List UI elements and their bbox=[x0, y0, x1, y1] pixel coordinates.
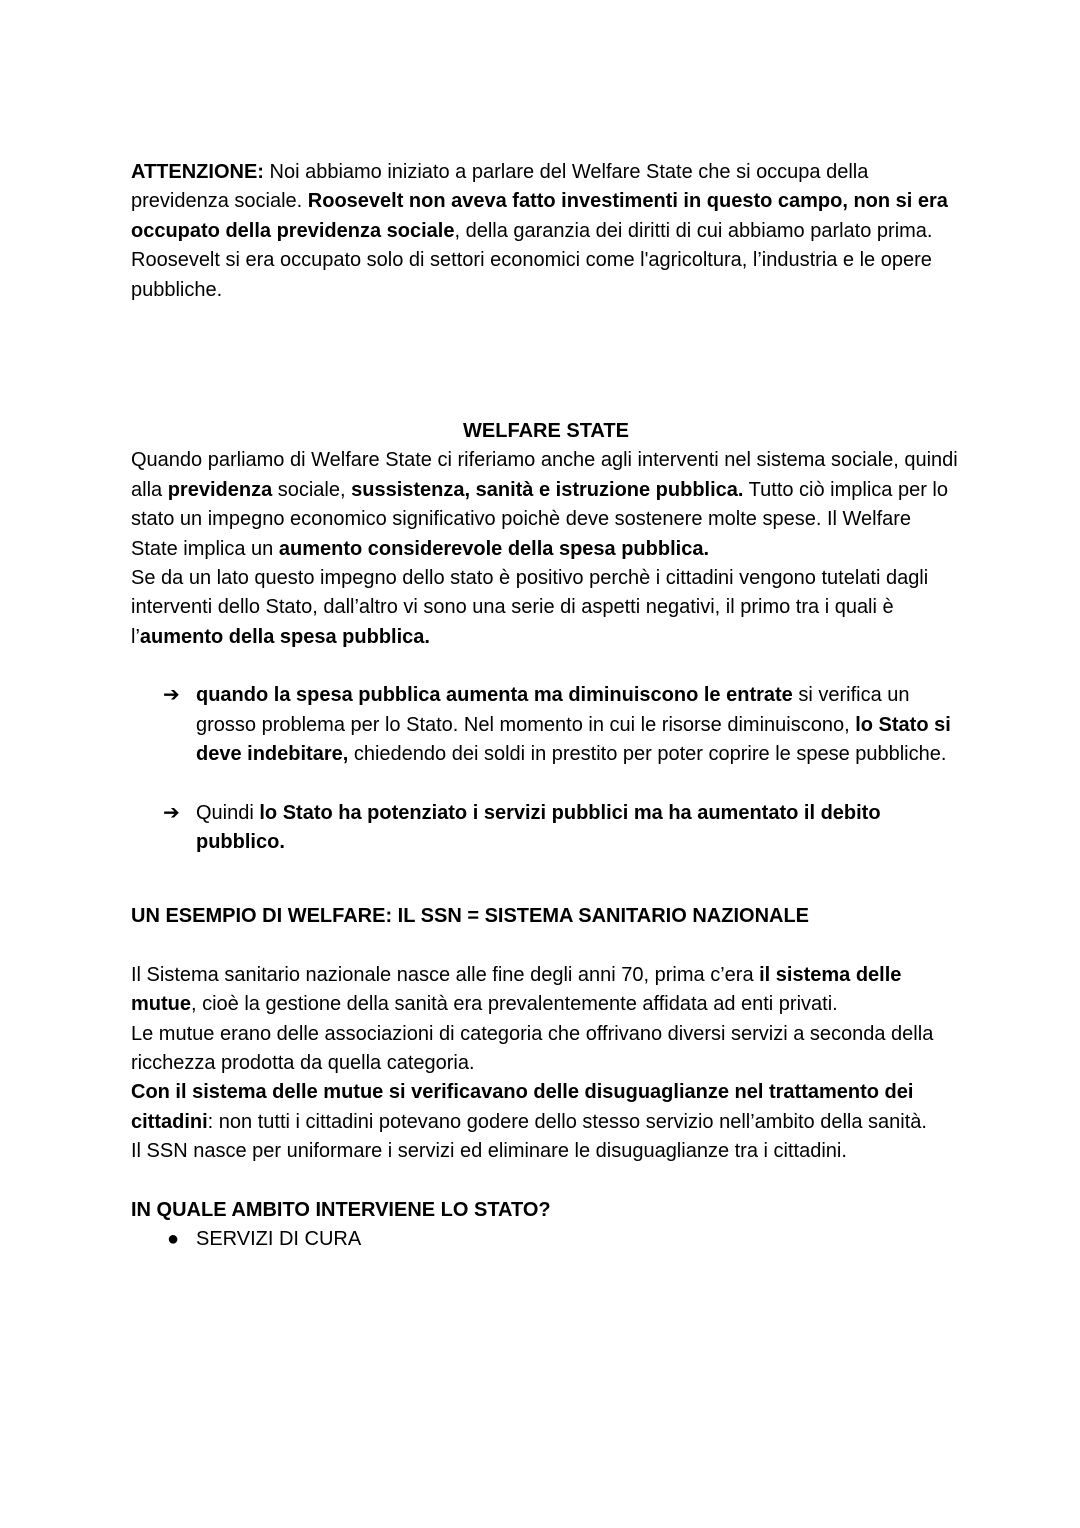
attention-text-1: Noi abbiamo iniziato a parlare del Welfare State che si occupa della previdenza sociale. bbox=[131, 161, 869, 213]
bullet-list bbox=[131, 1225, 961, 1254]
attention-bold-1: Roosevelt non aveva fatto investimenti in questo campo, non si era occupato della previdenza sociale bbox=[131, 190, 948, 242]
ssn-paragraph-2: Le mutue erano delle associazioni di categoria che offrivano diversi servizi a seconda della ricchezza prodotta da quella categoria. bbox=[131, 1022, 934, 1074]
list-item: ➔ quando la spesa pubblica aumenta ma diminuiscono le entrate si verifica un grosso problema per lo Stato. Nel momento in cui le risorse diminuiscono, lo Stato si deve indebitare, chiedendo dei soldi in prestito per poter coprire le spese pubbliche. bbox=[131, 681, 961, 769]
arrow-right-icon: ➔ bbox=[163, 801, 180, 824]
bullet-dot-icon: ● bbox=[167, 1227, 180, 1250]
ssn-heading: UN ESEMPIO DI WELFARE: IL SSN = SISTEMA SANITARIO NAZIONALE bbox=[131, 905, 810, 928]
arrow-right-icon: ➔ bbox=[163, 684, 180, 707]
list-item: ➔ Quindi lo Stato ha potenziato i servizi pubblici ma ha aumentato il debito pubblico. bbox=[131, 799, 961, 858]
ssn-paragraph-3: Con il sistema delle mutue si verificavano delle disuguaglianze nel trattamento dei cittadini: non tutti i cittadini potevano godere dello stesso servizio nell’ambito della sanità. bbox=[131, 1081, 927, 1133]
welfare-paragraph-2: Se da un lato questo impegno dello stato è positivo perchè i cittadini vengono tutelati dagli interventi dello Stato, dall’altro vi sono una serie di aspetti negativi, il primo tra i quali è l’aumento della spesa pubblica. bbox=[131, 567, 929, 648]
arrow-list bbox=[131, 681, 961, 857]
attention-label: ATTENZIONE: bbox=[131, 161, 264, 183]
list-item: ● SERVIZI DI CURA bbox=[131, 1225, 961, 1254]
attention-paragraph bbox=[131, 158, 961, 305]
welfare-paragraph-1: Quando parliamo di Welfare State ci riferiamo anche agli interventi nel sistema sociale, quindi alla previdenza sociale, sussistenza, sanità e istruzione pubblica. Tutto ciò implica per lo stato un impegno economico significativo poichè deve sostenere molte spese. Il Welfare State implica un aumento considerevole della spesa pubblica. bbox=[131, 449, 958, 560]
document-page bbox=[131, 158, 961, 1254]
ssn-paragraph-1: Il Sistema sanitario nazionale nasce alle fine degli anni 70, prima c’era il sistema delle mutue, cioè la gestione della sanità era prevalentemente affidata ad enti privati. bbox=[131, 963, 902, 1016]
attention-text-2: , della garanzia dei diritti di cui abbiamo parlato prima. Roosevelt si era occupato solo di settori economici come l'agricoltura, l’industria e le opere pubbliche. bbox=[131, 219, 933, 301]
welfare-title: WELFARE STATE bbox=[463, 420, 629, 443]
ambito-heading: IN QUALE AMBITO INTERVIENE LO STATO? bbox=[131, 1198, 551, 1221]
ssn-paragraph-4: Il SSN nasce per uniformare i servizi ed eliminare le disuguaglianze tra i cittadini. bbox=[131, 1140, 847, 1163]
